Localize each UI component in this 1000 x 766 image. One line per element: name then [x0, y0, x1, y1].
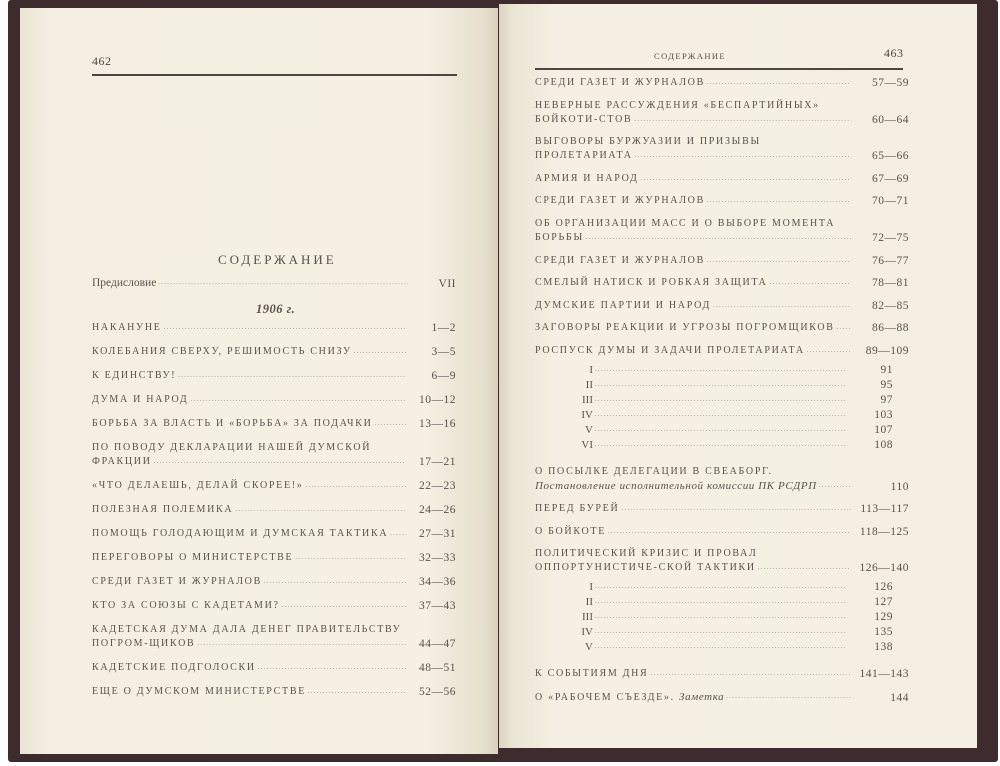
toc-entry[interactable]	[92, 599, 456, 613]
entry-title-text: О ПОСЫЛКЕ ДЕЛЕГАЦИИ В СВЕАБОРГ.	[535, 465, 773, 477]
toc-entry[interactable]	[535, 344, 909, 358]
entry-pages: 144	[890, 691, 909, 704]
subsection-page: 107	[874, 423, 893, 436]
entry-title-wrap	[535, 99, 851, 127]
entry-title-wrap	[535, 254, 851, 268]
entry-title: Предисловие . . .	[92, 277, 156, 289]
entry-title-text: АРМИЯ И НАРОД	[535, 172, 639, 184]
entry-title-text: СРЕДИ ГАЗЕТ И ЖУРНАЛОВ	[535, 77, 705, 88]
running-head: СОДЕРЖАНИЕ	[654, 51, 727, 61]
entry-title-wrap	[92, 345, 406, 359]
entry-title-text: ДУМА И НАРОД	[92, 394, 189, 405]
toc-entry[interactable]	[92, 551, 456, 565]
entry-title	[535, 668, 648, 679]
toc-entry[interactable]	[92, 661, 456, 675]
entry-title-wrap	[535, 465, 851, 494]
entry-title-text: ЗАГОВОРЫ РЕАКЦИИ И УГРОЗЫ ПОГРОМЩИКОВ	[535, 322, 835, 334]
subsection-numeral: II	[585, 378, 593, 391]
subsection-wrap	[535, 610, 845, 625]
entry-pages: 141—143	[859, 667, 909, 680]
entry-pages: 13—16	[419, 418, 456, 430]
entry-pages: 126—140	[859, 562, 909, 575]
entry-title	[535, 322, 835, 333]
entry-pages: 86—88	[872, 322, 909, 335]
left-page	[20, 8, 498, 754]
subsection-page: 91	[880, 363, 893, 376]
entry-title-text: ПО ПОВОДУ ДЕКЛАРАЦИИ НАШЕЙ ДУМСКОЙ ФРАКЦИИ	[92, 442, 372, 467]
entry-title-text: СРЕДИ ГАЗЕТ И ЖУРНАЛОВ	[535, 195, 705, 207]
subsection-page: 108	[874, 438, 893, 451]
entry-title-wrap	[535, 547, 851, 575]
subsection-page: 127	[874, 595, 893, 608]
toc-entry[interactable]	[535, 465, 909, 494]
entry-title-wrap	[535, 217, 851, 245]
entry-title-text: СРЕДИ ГАЗЕТ И ЖУРНАЛОВ	[535, 254, 705, 266]
entry-pages: 82—85	[872, 299, 909, 312]
toc-entry[interactable]	[535, 217, 909, 245]
entry-title	[535, 100, 820, 125]
entry-title-wrap	[535, 299, 851, 313]
entry-title-wrap	[92, 441, 406, 469]
entry-pages: 37—43	[419, 600, 456, 612]
entry-title-wrap	[535, 525, 851, 539]
subsection-wrap	[535, 438, 845, 453]
entry-title-wrap	[535, 172, 851, 186]
subsection-title	[569, 627, 593, 638]
entry-pages: 76—77	[872, 254, 909, 267]
entry-pages: 48—51	[419, 662, 456, 674]
entry-title-wrap	[535, 276, 851, 290]
subsection-title	[569, 612, 593, 623]
entry-title-wrap	[92, 417, 406, 431]
toc-entry[interactable]	[92, 441, 456, 469]
entry-title	[535, 300, 711, 311]
toc-entry[interactable]	[535, 172, 909, 186]
entry-title	[535, 548, 758, 573]
entry-title-text: НАКАНУНЕ	[92, 322, 162, 333]
toc-entry[interactable]	[92, 527, 456, 541]
entry-pages: 10—12	[419, 394, 456, 406]
toc-subsection[interactable]	[535, 610, 909, 625]
entry-title-text: ДУМСКИЕ ПАРТИИ И НАРОД	[535, 299, 712, 311]
year-heading: 1906 г.	[256, 302, 296, 316]
entry-title-text: СМЕЛЫЙ НАТИСК И РОБКАЯ ЗАЩИТА	[535, 277, 768, 289]
entry-pages: 1—2	[431, 322, 456, 334]
toc-entry[interactable]	[92, 345, 456, 359]
toc-entry[interactable]	[92, 685, 456, 699]
entry-title-text: ПЕРЕГОВОРЫ О МИНИСТЕРСТВЕ	[92, 552, 294, 563]
entry-title	[535, 255, 705, 266]
toc-entry[interactable]	[535, 99, 909, 127]
subsection-wrap	[535, 595, 845, 610]
toc-entry[interactable]	[92, 417, 456, 431]
entry-title-text: РОСПУСК ДУМЫ И ЗАДАЧИ ПРОЛЕТАРИАТА	[535, 344, 805, 356]
entry-title	[92, 418, 373, 429]
entry-title	[92, 686, 306, 697]
entry-title-text: ПОЛИТИЧЕСКИЙ КРИЗИС И ПРОВАЛ ОППОРТУНИСТИЧЕ-СКОЙ ТАКТИКИ	[535, 548, 758, 574]
entry-title	[92, 662, 256, 673]
header-rule	[535, 68, 903, 70]
entry-pages: 32—33	[419, 552, 456, 564]
toc-subsection[interactable]	[535, 640, 909, 655]
entry-pages: 118—125	[859, 525, 909, 538]
entry-title	[535, 77, 705, 88]
subsection-page: 95	[880, 378, 893, 391]
right-page	[499, 4, 977, 748]
entry-title	[535, 503, 619, 514]
entry-pages: 57—59	[872, 77, 909, 89]
subsection-title	[569, 425, 593, 436]
entry-title-text: ОБ ОРГАНИЗАЦИИ МАСС И О ВЫБОРЕ МОМЕНТА БОРЬБЫ	[535, 217, 836, 243]
entry-title	[535, 277, 768, 288]
entry-pages: 60—64	[872, 113, 909, 126]
toc-entry-preface[interactable]	[92, 276, 456, 291]
entry-title	[535, 692, 724, 703]
entry-title-text: ПОЛЕЗНАЯ ПОЛЕМИКА	[92, 504, 234, 515]
entry-title-wrap	[535, 321, 851, 335]
toc-list	[535, 76, 909, 713]
entry-title	[535, 195, 705, 206]
toc-subsection[interactable]	[535, 423, 909, 438]
entry-pages: 17—21	[419, 456, 456, 468]
entry-pages: 44—47	[419, 638, 456, 650]
entry-title-text: БОРЬБА ЗА ВЛАСТЬ И «БОРЬБА» ЗА ПОДАЧКИ	[92, 418, 373, 429]
toc-entry[interactable]	[535, 276, 909, 290]
subsection-page: 138	[874, 640, 893, 653]
entry-pages: 110	[890, 480, 909, 493]
page-number: 463	[884, 46, 904, 60]
toc-subsection[interactable]	[535, 378, 909, 393]
subsection-wrap	[535, 640, 845, 655]
preface-list	[92, 276, 456, 291]
subsection-title	[569, 597, 593, 608]
entry-note: Постановление исполнительной комиссии ПК РСДРП	[535, 479, 817, 492]
entry-pages: 24—26	[419, 504, 456, 516]
entry-title-wrap	[535, 344, 851, 358]
toc-subsection[interactable]	[535, 438, 909, 453]
entry-note: Заметка	[679, 690, 725, 703]
entry-title-wrap	[535, 502, 851, 516]
entry-pages: 65—66	[872, 150, 909, 163]
entry-pages: 27—31	[419, 528, 456, 540]
toc-entry[interactable]	[92, 575, 456, 589]
subsection-title	[569, 642, 593, 653]
entry-title-wrap	[92, 503, 406, 517]
entry-title-wrap	[92, 479, 406, 493]
entry-pages: VII	[438, 278, 456, 290]
entry-pages: 6—9	[431, 370, 456, 382]
toc-subsection[interactable]	[535, 363, 909, 378]
entry-title-text: К СОБЫТИЯМ ДНЯ	[535, 667, 649, 679]
entry-title	[92, 480, 303, 491]
toc-subsection[interactable]	[535, 580, 909, 595]
toc-entry[interactable]	[535, 254, 909, 268]
entry-title	[92, 322, 162, 333]
entry-title	[92, 504, 233, 515]
entry-title	[92, 528, 388, 539]
entry-pages: 89—109	[865, 344, 909, 357]
toc-list	[92, 321, 456, 709]
entry-title-wrap	[92, 685, 406, 699]
entry-title-text: ПОМОЩЬ ГОЛОДАЮЩИМ И ДУМСКАЯ ТАКТИКА	[92, 528, 389, 539]
entry-title-wrap	[535, 194, 851, 208]
entry-title	[92, 624, 401, 649]
entry-title	[92, 600, 280, 611]
entry-title-text: ПЕРЕД БУРЕЙ	[535, 503, 620, 515]
entry-title-wrap	[535, 690, 851, 705]
entry-title-text: КОЛЕБАНИЯ СВЕРХУ, РЕШИМОСТЬ СНИЗУ	[92, 346, 352, 357]
entry-title	[92, 394, 188, 405]
entry-title-text: КАДЕТСКАЯ ДУМА ДАЛА ДЕНЕГ ПРАВИТЕЛЬСТВУ ПОГРОМ-ЩИКОВ	[92, 624, 402, 649]
subsection-wrap	[535, 625, 845, 640]
subsection-title	[569, 582, 593, 593]
entry-title-wrap	[92, 321, 406, 335]
entry-title-wrap	[535, 667, 851, 681]
toc-entry[interactable]	[535, 194, 909, 208]
entry-title	[535, 345, 805, 356]
subsection-numeral: IV	[581, 625, 593, 638]
subsection-title	[569, 410, 593, 421]
subsection-numeral: II	[585, 595, 593, 608]
entry-title-wrap	[535, 135, 851, 163]
entry-title-wrap	[92, 551, 406, 565]
entry-title	[92, 552, 293, 563]
entry-title-wrap	[92, 661, 406, 675]
entry-title-wrap	[535, 76, 851, 90]
toc-subsection[interactable]	[535, 625, 909, 640]
toc-entry[interactable]	[535, 690, 909, 705]
toc-entry[interactable]	[92, 503, 456, 517]
subsection-wrap	[535, 408, 845, 423]
entry-title-text: ВЫГОВОРЫ БУРЖУАЗИИ И ПРИЗЫВЫ ПРОЛЕТАРИАТА	[535, 136, 761, 162]
subsection-wrap	[535, 393, 845, 408]
toc-subsection[interactable]	[535, 595, 909, 610]
entry-title	[535, 466, 817, 492]
subsection-wrap	[535, 580, 845, 595]
subsection-numeral: I	[589, 580, 593, 593]
entry-title-wrap	[92, 599, 406, 613]
toc-entry[interactable]	[535, 547, 909, 575]
toc-subsection[interactable]	[535, 408, 909, 423]
toc-entry[interactable]	[535, 502, 909, 516]
entry-pages: 34—36	[419, 576, 456, 588]
entry-title-wrap	[92, 623, 406, 651]
entry-title	[535, 526, 606, 537]
subsection-numeral: III	[582, 610, 593, 623]
subsection-numeral: V	[585, 640, 593, 653]
entry-title-wrap	[92, 369, 406, 383]
subsection-page: 126	[874, 580, 893, 593]
toc-entry[interactable]	[92, 369, 456, 383]
subsection-wrap	[535, 378, 845, 393]
toc-entry[interactable]	[535, 135, 909, 163]
entry-title-text: ЕЩЕ О ДУМСКОМ МИНИСТЕРСТВЕ	[92, 686, 307, 697]
entry-title-wrap	[92, 527, 406, 541]
entry-title-text: НЕВЕРНЫЕ РАССУЖДЕНИЯ «БЕСПАРТИЙНЫХ» БОЙКОТИ-СТОВ	[535, 99, 820, 125]
toc-entry[interactable]	[92, 393, 456, 407]
contents-heading: СОДЕРЖАНИЕ	[218, 252, 337, 267]
entry-pages: 52—56	[419, 686, 456, 698]
entry-title-text: КТО ЗА СОЮЗЫ С КАДЕТАМИ?	[92, 600, 280, 611]
entry-pages: 78—81	[872, 277, 909, 290]
subsection-page: 135	[874, 625, 893, 638]
page-number: 462	[92, 54, 112, 68]
subsection-list	[535, 580, 909, 655]
toc-entry[interactable]	[535, 299, 909, 313]
subsection-page: 129	[874, 610, 893, 623]
entry-title	[92, 442, 371, 467]
entry-pages: 22—23	[419, 480, 456, 492]
subsection-title	[569, 440, 593, 451]
entry-title	[92, 346, 352, 357]
subsection-numeral: I	[589, 363, 593, 376]
entry-title-text: К ЕДИНСТВУ!	[92, 370, 177, 381]
entry-pages: 72—75	[872, 231, 909, 244]
subsection-page: 103	[874, 408, 893, 421]
entry-title	[535, 173, 639, 184]
entry-title	[92, 576, 262, 587]
entry-pages: 70—71	[872, 195, 909, 208]
toc-entry[interactable]	[535, 525, 909, 539]
subsection-list	[535, 363, 909, 453]
subsection-wrap	[535, 363, 845, 378]
toc-entry[interactable]	[92, 479, 456, 493]
entry-title	[92, 370, 176, 381]
entry-title-wrap	[92, 575, 406, 589]
subsection-wrap	[535, 423, 845, 438]
toc-entry[interactable]	[535, 321, 909, 335]
entry-title	[535, 136, 761, 161]
entry-title-wrap	[92, 393, 406, 407]
subsection-title	[569, 395, 593, 406]
entry-pages: 113—117	[860, 503, 909, 516]
entry-pages: 3—5	[431, 346, 456, 358]
subsection-page: 97	[880, 393, 893, 406]
entry-title-text: «ЧТО ДЕЛАЕШЬ, ДЕЛАЙ СКОРЕЕ!»	[92, 480, 304, 491]
toc-subsection[interactable]	[535, 393, 909, 408]
toc-entry[interactable]	[535, 76, 909, 90]
subsection-numeral: VI	[581, 438, 593, 451]
toc-entry[interactable]	[535, 667, 909, 681]
toc-entry[interactable]	[92, 321, 456, 335]
entry-pages: 67—69	[872, 172, 909, 185]
subsection-numeral: III	[582, 393, 593, 406]
subsection-title	[569, 365, 593, 376]
subsection-numeral: IV	[581, 408, 593, 421]
entry-title-text: О БОЙКОТЕ	[535, 525, 606, 537]
subsection-numeral: V	[585, 423, 593, 436]
entry-title-text: О «РАБОЧЕМ СЪЕЗДЕ».	[535, 691, 675, 703]
entry-title-text: СРЕДИ ГАЗЕТ И ЖУРНАЛОВ	[92, 576, 262, 587]
entry-title-text: КАДЕТСКИЕ ПОДГОЛОСКИ	[92, 662, 256, 673]
toc-entry[interactable]	[92, 623, 456, 651]
subsection-title	[569, 380, 593, 391]
entry-title	[535, 218, 835, 243]
header-rule	[92, 74, 457, 76]
